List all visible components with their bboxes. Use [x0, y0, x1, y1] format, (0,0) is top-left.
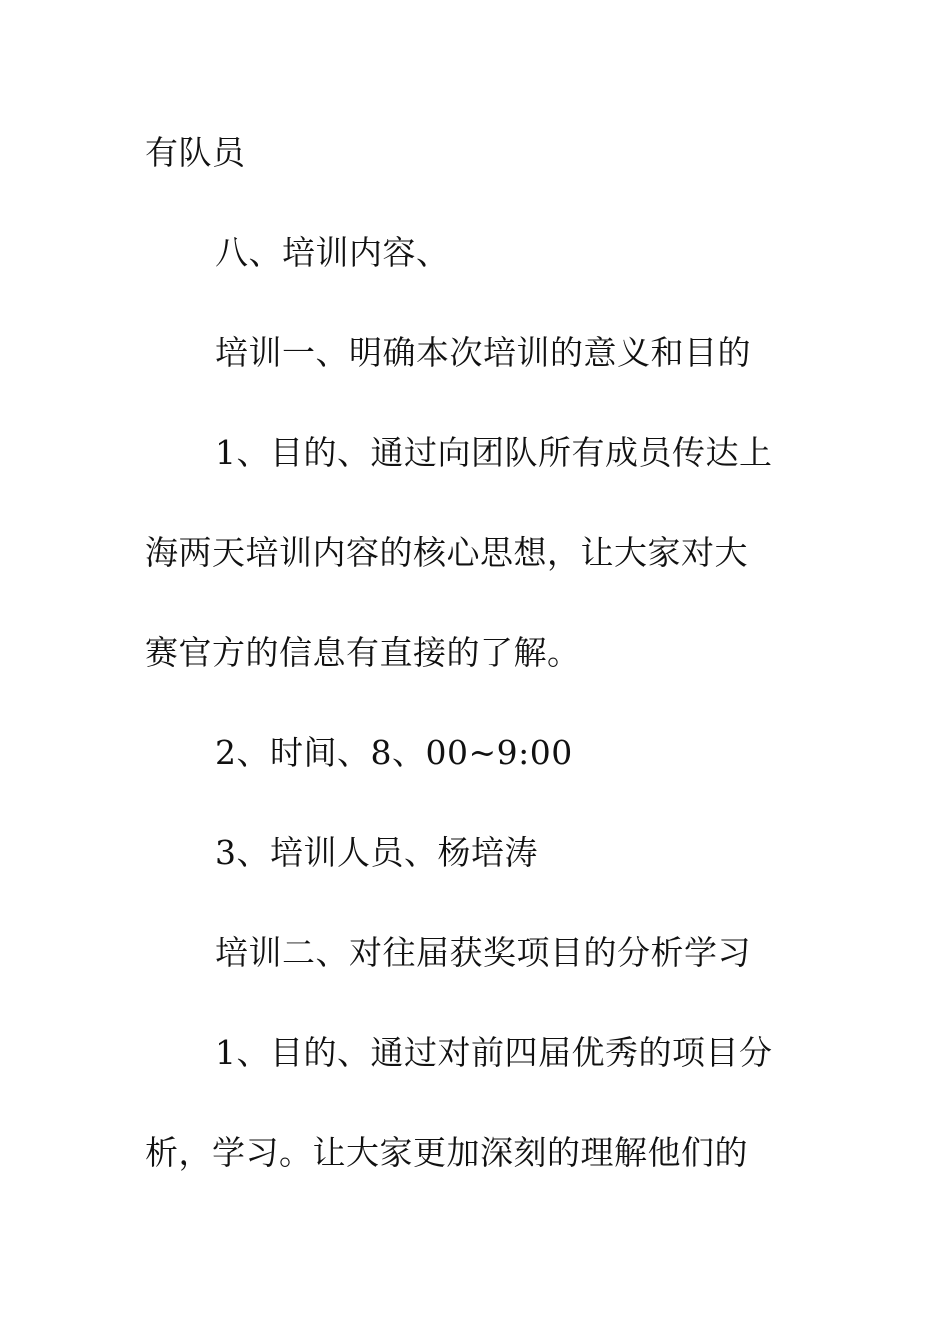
paragraph-time: 2、时间、8、00~9:00 [215, 733, 573, 772]
paragraph-purpose-two-line-1: 1、目的、通过对前四届优秀的项目分 [215, 1033, 773, 1072]
paragraph-trainer: 3、培训人员、杨培涛 [215, 833, 538, 872]
paragraph-purpose-one-line-2: 海两天培训内容的核心思想，让大家对大 [145, 533, 748, 572]
paragraph-purpose-one-line-3: 赛官方的信息有直接的了解。 [145, 633, 581, 672]
subsection-heading-training-two: 培训二、对往届获奖项目的分析学习 [215, 933, 751, 972]
section-heading-training-content: 八、培训内容、 [215, 233, 450, 272]
text-line-continuation: 有队员 [145, 133, 246, 172]
subsection-heading-training-one: 培训一、明确本次培训的意义和目的 [215, 333, 751, 372]
paragraph-purpose-one-line-1: 1、目的、通过向团队所有成员传达上 [215, 433, 773, 472]
paragraph-purpose-two-line-2: 析，学习。让大家更加深刻的理解他们的 [145, 1133, 748, 1172]
